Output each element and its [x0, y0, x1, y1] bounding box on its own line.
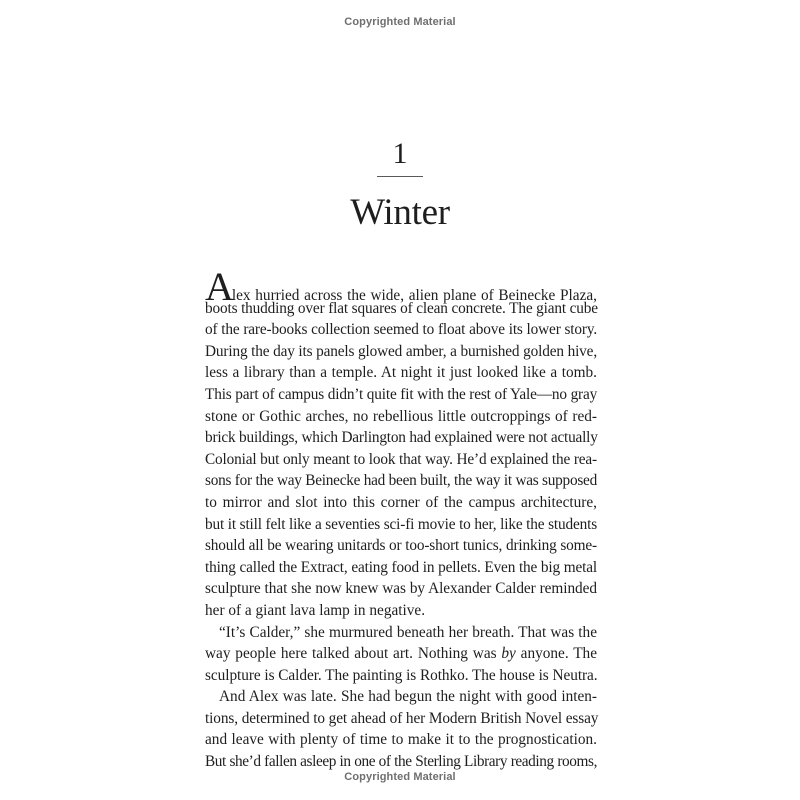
- text-line: [205, 643, 597, 665]
- text-line: sons for the way Beinecke had been built, the way it was supposed: [205, 472, 597, 490]
- paragraph-2: [205, 622, 597, 687]
- text-line: tions, determined to get ahead of her Modern British Novel essay: [205, 709, 599, 727]
- drop-cap: A: [205, 264, 234, 309]
- paragraph-1: [205, 264, 598, 622]
- copyright-watermark-top: Copyrighted Material: [344, 16, 456, 28]
- text-line-content: lex hurried across the wide, alien plane of Beinecke Plaza,: [231, 287, 597, 304]
- text-line: During the day its panels glowed amber, a burnished golden hive,: [205, 342, 597, 360]
- text-line: stone or Gothic arches, no rebellious little outcroppings of red-: [205, 407, 597, 425]
- text-line: Colonial but only meant to look that way. He’d explained the rea-: [205, 450, 597, 468]
- text-line: and leave with plenty of time to make it to the prognostication.: [205, 731, 597, 749]
- text-line: “It’s Calder,” she murmured beneath her breath. That was the: [219, 623, 597, 641]
- text-line: but it still felt like a seventies sci-fi movie to her, like the students: [205, 515, 598, 533]
- chapter-body: [205, 264, 599, 773]
- text-line: thing called the Extract, eating food in pellets. Even the big metal: [205, 558, 597, 576]
- chapter-title: Winter: [350, 192, 450, 233]
- text-line: should all be wearing unitards or too-short tunics, drinking some-: [205, 537, 597, 555]
- text-run: anyone. The: [515, 645, 597, 663]
- paragraph-3: [205, 686, 597, 772]
- text-line: This part of campus didn’t quite fit with the rest of Yale—no gray: [205, 385, 598, 403]
- text-line: sculpture that she now knew was by Alexander Calder reminded: [205, 580, 597, 598]
- emphasis-text: by: [501, 645, 516, 663]
- copyright-watermark-bottom: Copyrighted Material: [344, 771, 456, 783]
- text-line: But she’d fallen asleep in one of the Sterling Library reading rooms,: [205, 753, 597, 771]
- text-line: sculpture is Calder. The painting is Rothko. The house is Neutra.: [205, 666, 598, 684]
- text-line: boots thudding over flat squares of clean concrete. The giant cube: [205, 299, 598, 317]
- text-line: less a library than a temple. At night it just looked like a tomb.: [205, 364, 597, 382]
- text-line: And Alex was late. She had begun the night with good inten-: [219, 688, 597, 706]
- text-line: her of a giant lava lamp in negative.: [205, 601, 426, 619]
- text-line: brick buildings, which Darlington had explained were not actually: [205, 429, 598, 447]
- text-line: to mirror and slot into this corner of the campus architecture,: [205, 493, 597, 511]
- chapter-divider: [377, 176, 423, 177]
- text-line: of the rare-books collection seemed to float above its lower story.: [205, 321, 597, 339]
- chapter-number: 1: [392, 137, 408, 170]
- text-run: way people here talked about art. Nothing was: [205, 645, 502, 663]
